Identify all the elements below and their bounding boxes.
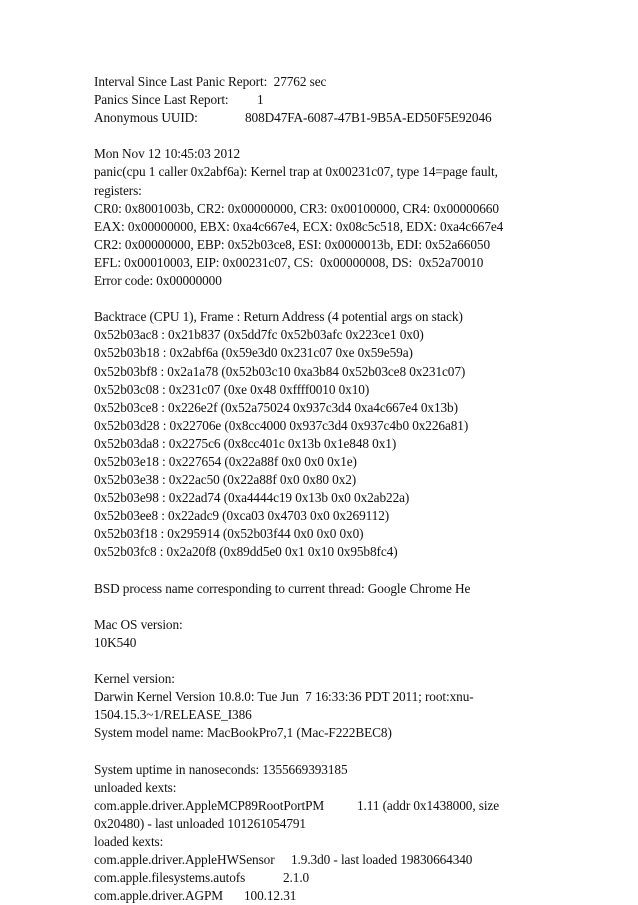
panic-line: registers:: [94, 182, 142, 198]
bsd-process-line: BSD process name corresponding to current thread: Google Chrome He: [94, 580, 471, 596]
register-line: EFL: 0x00010003, EIP: 0x00231c07, CS: 0x00000008, DS: 0x52a70010: [94, 254, 484, 270]
spacer: [94, 598, 614, 616]
backtrace-frame: 0x52b03e18 : 0x227654 (0x22a88f 0x0 0x0 0x1e): [94, 453, 357, 469]
loaded-kexts-label: loaded kexts:: [94, 833, 164, 849]
error-code-line: Error code: 0x00000000: [94, 273, 222, 289]
backtrace-title: Backtrace (CPU 1), Frame : Return Address (4 potential args on stack): [94, 309, 463, 325]
macos-version-value: 10K540: [94, 634, 137, 650]
backtrace-frame: 0x52b03c08 : 0x231c07 (0xe 0x48 0xffff0010 0x10): [94, 381, 370, 397]
interval-row: [94, 73, 614, 91]
spacer: [94, 562, 614, 580]
kext-name: com.apple.driver.AppleHWSensor: [94, 852, 275, 868]
kext-version: 2.1.0: [283, 870, 310, 886]
loaded-kext-row: [94, 887, 614, 905]
uuid-row: [94, 109, 614, 127]
uptime-line: System uptime in nanoseconds: 1355669393185: [94, 761, 348, 777]
kext-version: 100.12.31: [244, 888, 297, 904]
backtrace-frame: 0x52b03e38 : 0x22ac50 (0x22a88f 0x0 0x80 0x2): [94, 472, 357, 488]
kext-version: 1.11 (addr 0x1438000, size: [357, 797, 500, 813]
panics-row: [94, 91, 614, 109]
macos-version-label: Mac OS version:: [94, 616, 183, 632]
kext-name: com.apple.driver.AppleMCP89RootPortPM: [94, 797, 325, 813]
spacer: [94, 742, 614, 760]
backtrace-frame: 0x52b03b18 : 0x2abf6a (0x59e3d0 0x231c07 0xe 0x59e59a): [94, 345, 413, 361]
register-line: CR0: 0x8001003b, CR2: 0x00000000, CR3: 0x00100000, CR4: 0x00000660: [94, 200, 499, 216]
kext-name: com.apple.driver.AGPM: [94, 888, 223, 904]
loaded-kext-row: [94, 851, 614, 869]
backtrace-frame: 0x52b03f18 : 0x295914 (0x52b03f44 0x0 0x0 0x0): [94, 526, 364, 542]
uuid-label: Anonymous UUID:: [94, 110, 198, 126]
backtrace-frame: 0x52b03ce8 : 0x226e2f (0x52a75024 0x937c3d4 0xa4c667e4 0x13b): [94, 399, 458, 415]
panic-line: panic(cpu 1 caller 0x2abf6a): Kernel trap at 0x00231c07, type 14=page fault,: [94, 164, 498, 180]
panic-date: Mon Nov 12 10:45:03 2012: [94, 146, 241, 162]
unloaded-kext-continuation: 0x20480) - last unloaded 101261054791: [94, 815, 306, 831]
spacer: [94, 127, 614, 145]
kext-name: com.apple.filesystems.autofs: [94, 870, 246, 886]
backtrace-frame: 0x52b03da8 : 0x2275c6 (0x8cc401c 0x13b 0x1e848 0x1): [94, 435, 397, 451]
interval-value: 27762 sec: [273, 74, 327, 89]
backtrace-frame: 0x52b03fc8 : 0x2a20f8 (0x89dd5e0 0x1 0x10 0x95b8fc4): [94, 544, 398, 560]
spacer: [94, 290, 614, 308]
loaded-kext-row: [94, 869, 614, 887]
backtrace-frame: 0x52b03ee8 : 0x22adc9 (0xca03 0x4703 0x0 0x269112): [94, 508, 390, 524]
unloaded-kext-row: [94, 797, 614, 815]
register-line: EAX: 0x00000000, EBX: 0xa4c667e4, ECX: 0x08c5c518, EDX: 0xa4c667e4: [94, 218, 504, 234]
unloaded-kexts-label: unloaded kexts:: [94, 779, 177, 795]
kernel-version-line: Darwin Kernel Version 10.8.0: Tue Jun 7 16:33:36 PDT 2011; root:xnu-: [94, 689, 474, 705]
kernel-version-line: 1504.15.3~1/RELEASE_I386: [94, 707, 252, 723]
spacer: [94, 652, 614, 670]
panic-report-document: [94, 73, 614, 905]
kernel-version-label: Kernel version:: [94, 671, 175, 687]
system-model-line: System model name: MacBookPro7,1 (Mac-F222BEC8): [94, 725, 392, 741]
panics-value: 1: [257, 92, 264, 108]
backtrace-frame: 0x52b03ac8 : 0x21b837 (0x5dd7fc 0x52b03afc 0x223ce1 0x0): [94, 327, 424, 343]
interval-label: Interval Since Last Panic Report:: [94, 74, 268, 89]
kext-version: 1.9.3d0 - last loaded 19830664340: [291, 852, 473, 868]
backtrace-frame: 0x52b03d28 : 0x22706e (0x8cc4000 0x937c3d4 0x937c4b0 0x226a81): [94, 417, 469, 433]
uuid-value: 808D47FA-6087-47B1-9B5A-ED50F5E92046: [245, 110, 492, 126]
backtrace-frame: 0x52b03bf8 : 0x2a1a78 (0x52b03c10 0xa3b84 0x52b03ce8 0x231c07): [94, 363, 466, 379]
register-line: CR2: 0x00000000, EBP: 0x52b03ce8, ESI: 0x0000013b, EDI: 0x52a66050: [94, 236, 490, 252]
backtrace-frame: 0x52b03e98 : 0x22ad74 (0xa4444c19 0x13b 0x0 0x2ab22a): [94, 490, 410, 506]
panics-label: Panics Since Last Report:: [94, 92, 229, 108]
